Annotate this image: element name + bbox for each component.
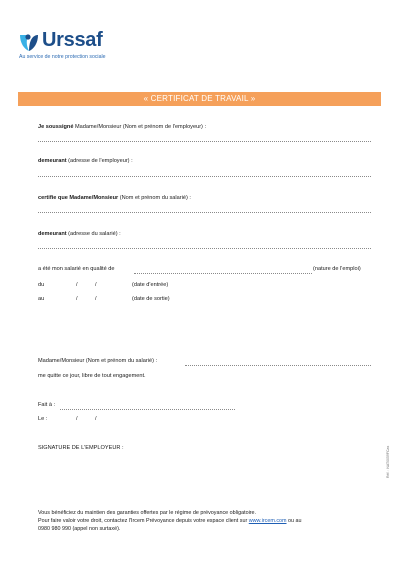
employee-name-field[interactable]: [38, 212, 371, 213]
employer-address-field[interactable]: [38, 176, 371, 177]
from-note: (date d'entrée): [132, 282, 169, 288]
footer-line-2: [38, 518, 302, 525]
employee-name-label: [38, 195, 191, 202]
to-note: (date de sortie): [132, 296, 170, 302]
job-field[interactable]: [134, 273, 312, 274]
job-prefix: a été mon salarié en qualité de: [38, 266, 115, 272]
date-slash-1: /: [76, 416, 78, 422]
footer-line-2-suffix: ou au: [286, 518, 302, 524]
document-reference: Réf. : NAT0059FCas: [386, 445, 390, 478]
employer-address-label: [38, 158, 133, 165]
document-title: « CERTIFICAT DE TRAVAIL »: [143, 94, 256, 103]
urssaf-logo-mark-icon: [18, 31, 40, 53]
signature-label: SIGNATURE DE L'EMPLOYEUR :: [38, 445, 124, 451]
employee-name-bold: certifie que Madame/Monsieur: [38, 195, 119, 201]
employer-address-bold: demeurant: [38, 158, 67, 164]
footer-line-3: 0980 980 990 (appel non surtaxé).: [38, 526, 121, 532]
place-field[interactable]: [60, 409, 235, 410]
job-suffix: (nature de l'emploi): [313, 266, 361, 272]
leaver-text: me quitte ce jour, libre de tout engagement.: [38, 373, 146, 379]
date-label: Le :: [38, 416, 48, 422]
employer-name-text: Madame/Monsieur (Nom et prénom de l'employeur) :: [73, 124, 207, 130]
to-slash-1: /: [76, 296, 78, 302]
title-bar: [18, 92, 381, 106]
urssaf-logo: [18, 31, 178, 65]
logo-name: Urssaf: [42, 29, 103, 51]
leaver-label: Madame/Monsieur (Nom et prénom du salarié) :: [38, 358, 158, 364]
employee-address-field[interactable]: [38, 248, 371, 249]
date-slash-2: /: [95, 416, 97, 422]
employer-name-bold: Je soussigné: [38, 124, 74, 130]
ircem-link[interactable]: www.ircem.com: [248, 518, 287, 524]
employer-name-label: [38, 124, 206, 131]
from-slash-1: /: [76, 282, 78, 288]
employee-address-bold: demeurant: [38, 231, 67, 237]
footer-line-1: Vous bénéficiez du maintien des garanties offertes par le régime de prévoyance obligatoire.: [38, 510, 257, 516]
to-slash-2: /: [95, 296, 97, 302]
footer-line-2-prefix: Pour faire valoir votre droit, contactez l'Ircem Prévoyance depuis votre espace client sur: [38, 518, 248, 524]
from-label: du: [38, 282, 45, 288]
employer-name-field[interactable]: [38, 141, 371, 142]
from-slash-2: /: [95, 282, 97, 288]
to-label: au: [38, 296, 45, 302]
logo-tagline: Au service de notre protection sociale: [19, 54, 106, 60]
place-label: Fait à :: [38, 402, 56, 408]
employee-name-text: (Nom et prénom du salarié) :: [118, 195, 191, 201]
employee-address-text: (adresse du salarié) :: [66, 231, 121, 237]
employer-address-text: (adresse de l'employeur) :: [66, 158, 133, 164]
employee-address-label: [38, 231, 121, 238]
leaver-name-field[interactable]: [185, 365, 371, 366]
